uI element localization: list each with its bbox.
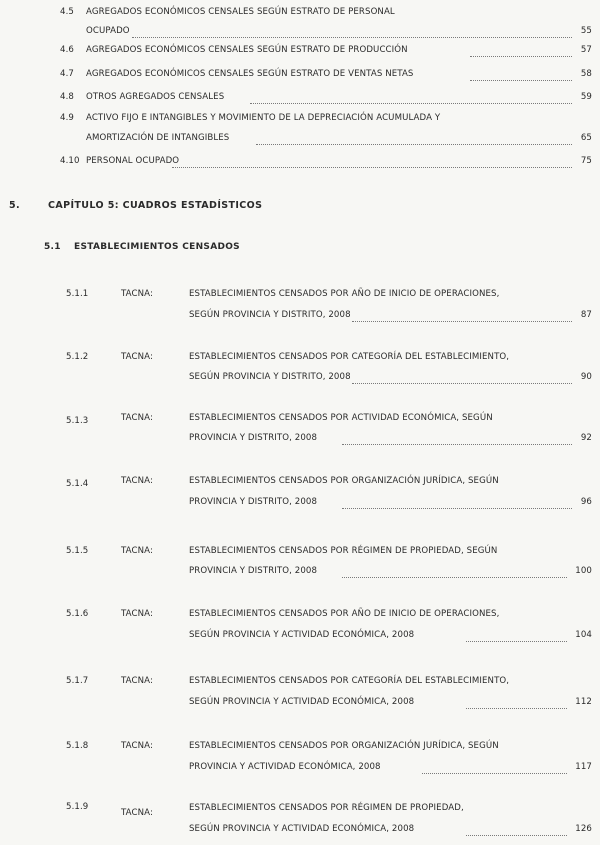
table-region: TACNA: (121, 546, 153, 556)
entry-title: OTROS AGREGADOS CENSALES (86, 92, 225, 102)
entry-title: ACTIVO FIJO E INTANGIBLES Y MOVIMIENTO DE LA DEPRECIACIÓN ACUMULADA Y (86, 113, 441, 123)
entry-number: 4.9 (60, 113, 74, 123)
page-number: 65 (580, 133, 592, 143)
page-number: 58 (580, 69, 592, 79)
table-title: ESTABLECIMIENTOS CENSADOS POR ORGANIZACIÓN JURÍDICA, SEGÚN (189, 741, 499, 751)
dot-leader (466, 641, 567, 642)
table-region: TACNA: (121, 808, 153, 818)
dot-leader (466, 708, 567, 709)
entry-title: AGREGADOS ECONÓMICOS CENSALES SEGÚN ESTRATO DE PERSONAL (86, 7, 395, 17)
entry-number: 4.7 (60, 69, 74, 79)
table-number: 5.1.9 (66, 802, 89, 812)
table-number: 5.1.1 (66, 289, 89, 299)
section-title: ESTABLECIMIENTOS CENSADOS (74, 242, 240, 252)
page-number: 59 (580, 92, 592, 102)
dot-leader (250, 103, 572, 104)
dot-leader (422, 773, 567, 774)
entry-number: 4.5 (60, 7, 74, 17)
dot-leader (466, 835, 567, 836)
page-number: 112 (575, 697, 592, 707)
page-number: 117 (575, 762, 592, 772)
table-title: ESTABLECIMIENTOS CENSADOS POR ACTIVIDAD ECONÓMICA, SEGÚN (189, 413, 493, 423)
table-title: ESTABLECIMIENTOS CENSADOS POR AÑO DE INICIO DE OPERACIONES, (189, 609, 500, 619)
page-number: 57 (580, 45, 592, 55)
table-title: SEGÚN PROVINCIA Y DISTRITO, 2008 (189, 372, 351, 382)
chapter-number: 5. (9, 200, 21, 211)
table-title: PROVINCIA Y DISTRITO, 2008 (189, 433, 318, 443)
dot-leader (342, 508, 572, 509)
table-title: ESTABLECIMIENTOS CENSADOS POR ORGANIZACIÓN JURÍDICA, SEGÚN (189, 476, 499, 486)
dot-leader (172, 167, 572, 168)
table-title: PROVINCIA Y ACTIVIDAD ECONÓMICA, 2008 (189, 762, 381, 772)
table-region: TACNA: (121, 352, 153, 362)
dot-leader (256, 144, 572, 145)
entry-title: OCUPADO (86, 26, 130, 36)
table-title: ESTABLECIMIENTOS CENSADOS POR RÉGIMEN DE PROPIEDAD, SEGÚN (189, 546, 498, 556)
table-title: PROVINCIA Y DISTRITO, 2008 (189, 497, 318, 507)
table-region: TACNA: (121, 741, 153, 751)
table-region: TACNA: (121, 609, 153, 619)
table-number: 5.1.3 (66, 416, 89, 426)
table-title: SEGÚN PROVINCIA Y DISTRITO, 2008 (189, 310, 351, 320)
dot-leader (132, 37, 572, 38)
table-number: 5.1.8 (66, 741, 89, 751)
table-region: TACNA: (121, 413, 153, 423)
dot-leader (342, 577, 567, 578)
entry-title: AGREGADOS ECONÓMICOS CENSALES SEGÚN ESTRATO DE PRODUCCIÓN (86, 45, 408, 55)
table-region: TACNA: (121, 289, 153, 299)
table-title: PROVINCIA Y DISTRITO, 2008 (189, 566, 318, 576)
page-number: 104 (575, 630, 592, 640)
page-number: 100 (575, 566, 592, 576)
table-title: ESTABLECIMIENTOS CENSADOS POR CATEGORÍA DEL ESTABLECIMIENTO, (189, 676, 510, 686)
table-title: SEGÚN PROVINCIA Y ACTIVIDAD ECONÓMICA, 2008 (189, 697, 415, 707)
dot-leader (470, 80, 572, 81)
table-number: 5.1.5 (66, 546, 89, 556)
dot-leader (342, 444, 572, 445)
page-number: 75 (580, 156, 592, 166)
page-number: 96 (580, 497, 592, 507)
page-number: 92 (580, 433, 592, 443)
dot-leader (352, 321, 572, 322)
section-number: 5.1 (44, 242, 61, 252)
table-region: TACNA: (121, 676, 153, 686)
table-title: SEGÚN PROVINCIA Y ACTIVIDAD ECONÓMICA, 2008 (189, 824, 415, 834)
table-title: ESTABLECIMIENTOS CENSADOS POR CATEGORÍA DEL ESTABLECIMIENTO, (189, 352, 510, 362)
entry-title: AGREGADOS ECONÓMICOS CENSALES SEGÚN ESTRATO DE VENTAS NETAS (86, 69, 414, 79)
page-number: 55 (580, 26, 592, 36)
page-number: 126 (575, 824, 592, 834)
dot-leader (470, 56, 572, 57)
table-region: TACNA: (121, 476, 153, 486)
entry-title: PERSONAL OCUPADO (86, 156, 180, 166)
page-number: 87 (580, 310, 592, 320)
entry-number: 4.10 (60, 156, 80, 166)
table-title: ESTABLECIMIENTOS CENSADOS POR AÑO DE INICIO DE OPERACIONES, (189, 289, 500, 299)
dot-leader (352, 383, 572, 384)
table-number: 5.1.2 (66, 352, 89, 362)
chapter-title: CAPÍTULO 5: CUADROS ESTADÍSTICOS (48, 200, 263, 211)
entry-number: 4.8 (60, 92, 74, 102)
page-number: 90 (580, 372, 592, 382)
entry-title: AMORTIZACIÓN DE INTANGIBLES (86, 133, 230, 143)
table-title: SEGÚN PROVINCIA Y ACTIVIDAD ECONÓMICA, 2008 (189, 630, 415, 640)
table-title: ESTABLECIMIENTOS CENSADOS POR RÉGIMEN DE PROPIEDAD, (189, 803, 464, 813)
table-number: 5.1.4 (66, 479, 89, 489)
entry-number: 4.6 (60, 45, 74, 55)
table-number: 5.1.7 (66, 676, 89, 686)
table-number: 5.1.6 (66, 609, 89, 619)
